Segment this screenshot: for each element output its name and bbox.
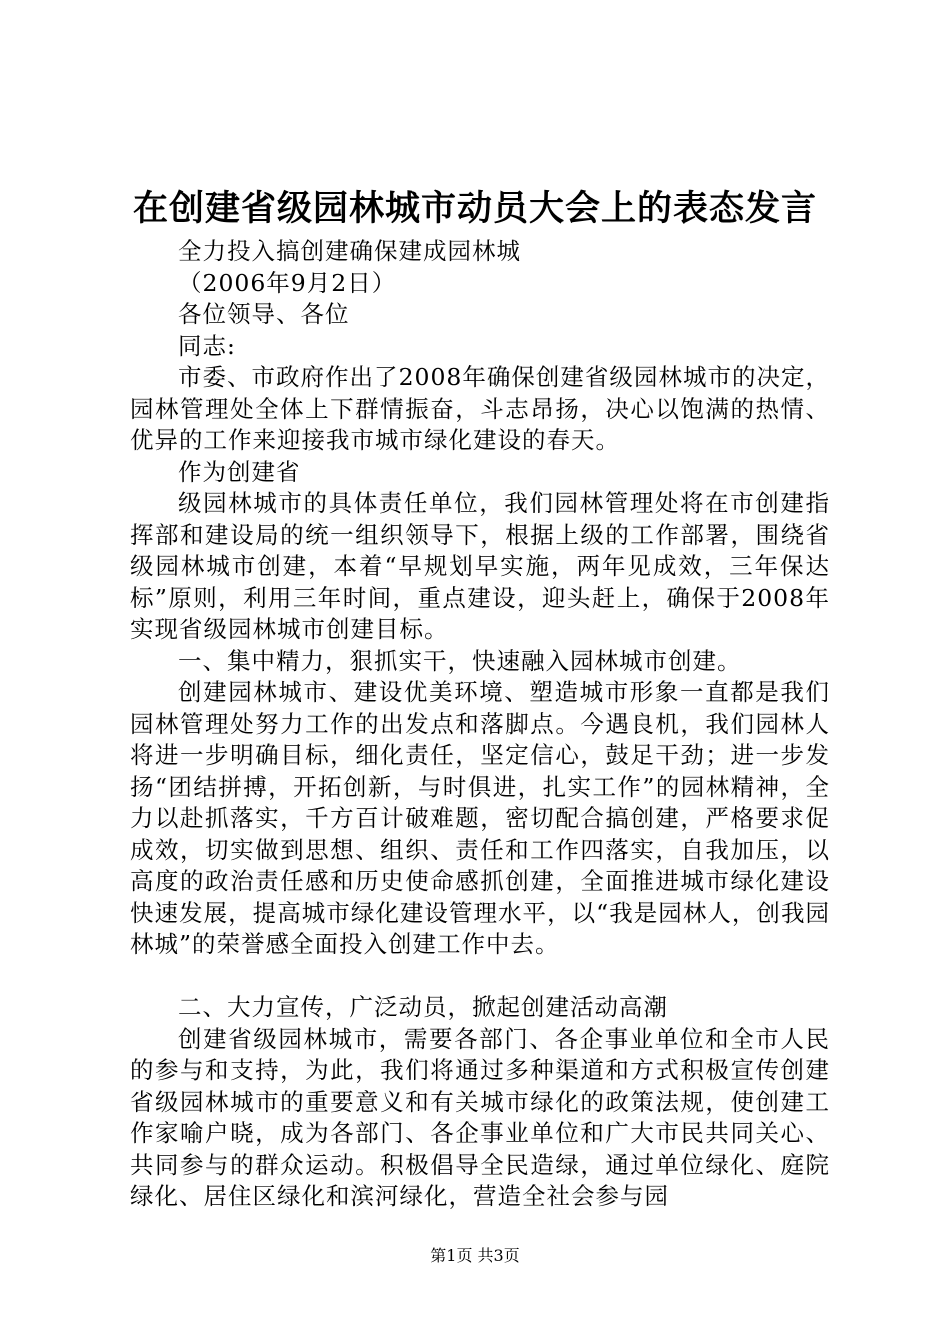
page-footer: 第1页 共3页 — [430, 1246, 520, 1265]
blank-line — [130, 961, 830, 993]
document-body — [130, 236, 830, 1213]
section-heading-1: 一、集中精力，狠抓实干，快速融入园林城市创建。 — [178, 646, 742, 675]
date-line: （2006年9月2日） — [178, 268, 397, 297]
paragraph-responsibility: 级园林城市的具体责任单位，我们园林管理处将在市创建指挥部和建设局的统一组织领导下，根据上级的工作部署，围绕省级园林城市创建，本着“早规划早实施，两年见成效，三年保达标”原则，利用三年时间，重点建设，迎头赶上，确保于2008年实现省级园林城市创建目标。 — [130, 489, 830, 643]
paragraph-fragment: 作为创建省 — [178, 457, 301, 486]
section-heading-2: 二、大力宣传，广泛动员，掀起创建活动高潮 — [178, 993, 668, 1021]
salutation-line-2: 同志: — [178, 331, 236, 360]
document-title: 在创建省级园林城市动员大会上的表态发言 — [132, 188, 817, 229]
subtitle: 全力投入搞创建确保建成园林城 — [178, 237, 521, 265]
paragraph-section-2: 创建省级园林城市，需要各部门、各企事业单位和全市人民的参与和支持，为此，我们将通过多种渠道和方式积极宣传创建省级园林城市的重要意义和有关城市绿化的政策法规，使创建工作家喻户晓，成为各部门、各企事业单位和广大市民共同关心、共同参与的群众运动。积极倡导全民造绿，通过单位绿化、庭院绿化、居住区绿化和滨河绿化，营造全社会参与园 — [130, 1024, 830, 1210]
paragraph-intro: 市委、市政府作出了2008年确保创建省级园林城市的决定，园林管理处全体上下群情振奋，斗志昂扬，决心以饱满的热情、优异的工作来迎接我市城市绿化建设的春天。 — [130, 363, 830, 454]
paragraph-section-1: 创建园林城市、建设优美环境、塑造城市形象一直都是我们园林管理处努力工作的出发点和落脚点。今遇良机，我们园林人将进一步明确目标，细化责任，坚定信心，鼓足干劲；进一步发扬“团结拼搏，开拓创新，与时俱进，扎实工作”的园林精神，全力以赴抓落实，千方百计破难题，密切配合搞创建，严格要求促成效，切实做到思想、组织、责任和工作四落实，自我加压，以高度的政治责任感和历史使命感抓创建，全面推进城市绿化建设快速发展，提高城市绿化建设管理水平，以“我是园林人，创我园林城”的荣誉感全面投入创建工作中去。 — [130, 678, 830, 958]
salutation-line-1: 各位领导、各位 — [178, 300, 350, 328]
